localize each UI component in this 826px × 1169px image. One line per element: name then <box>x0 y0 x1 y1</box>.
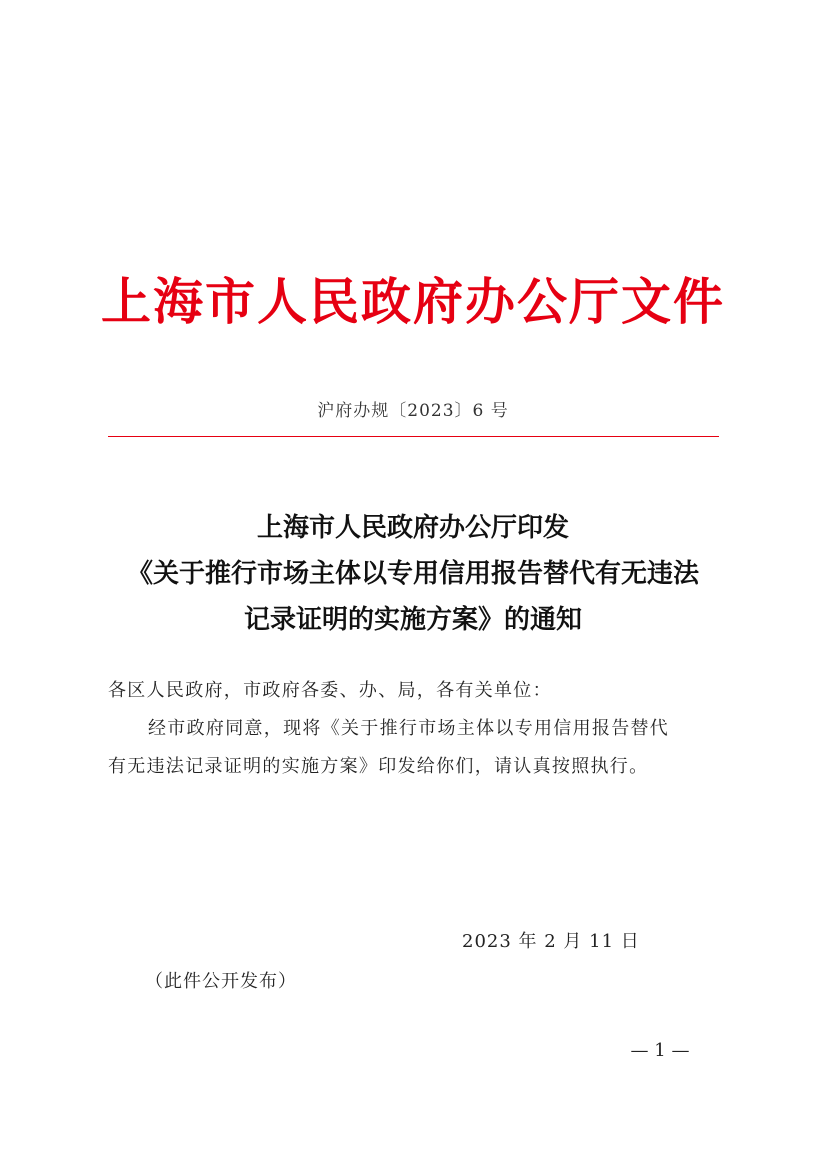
document-number: 沪府办规〔2023〕6 号 <box>317 401 509 421</box>
paragraph-line: 经市政府同意，现将《关于推行市场主体以专用信用报告替代 <box>148 718 670 739</box>
notice-title <box>100 505 726 643</box>
paragraph-line: 有无违法记录证明的实施方案》印发给你们，请认真按照执行。 <box>108 756 649 777</box>
notice-body <box>108 672 723 786</box>
document-masthead: 上海市人民政府办公厅文件 <box>101 272 725 331</box>
red-separator-line <box>108 436 719 437</box>
title-line: 《关于推行市场主体以专用信用报告替代有无违法 <box>126 559 699 589</box>
page-number: — 1 — <box>630 1040 690 1061</box>
title-line: 记录证明的实施方案》的通知 <box>243 605 582 635</box>
publish-note: （此件公开发布） <box>145 971 297 992</box>
issue-date: 2023 年 2 月 11 日 <box>462 931 640 952</box>
salutation: 各区人民政府，市政府各委、办、局，各有关单位： <box>108 680 552 701</box>
title-line: 上海市人民政府办公厅印发 <box>256 513 569 543</box>
